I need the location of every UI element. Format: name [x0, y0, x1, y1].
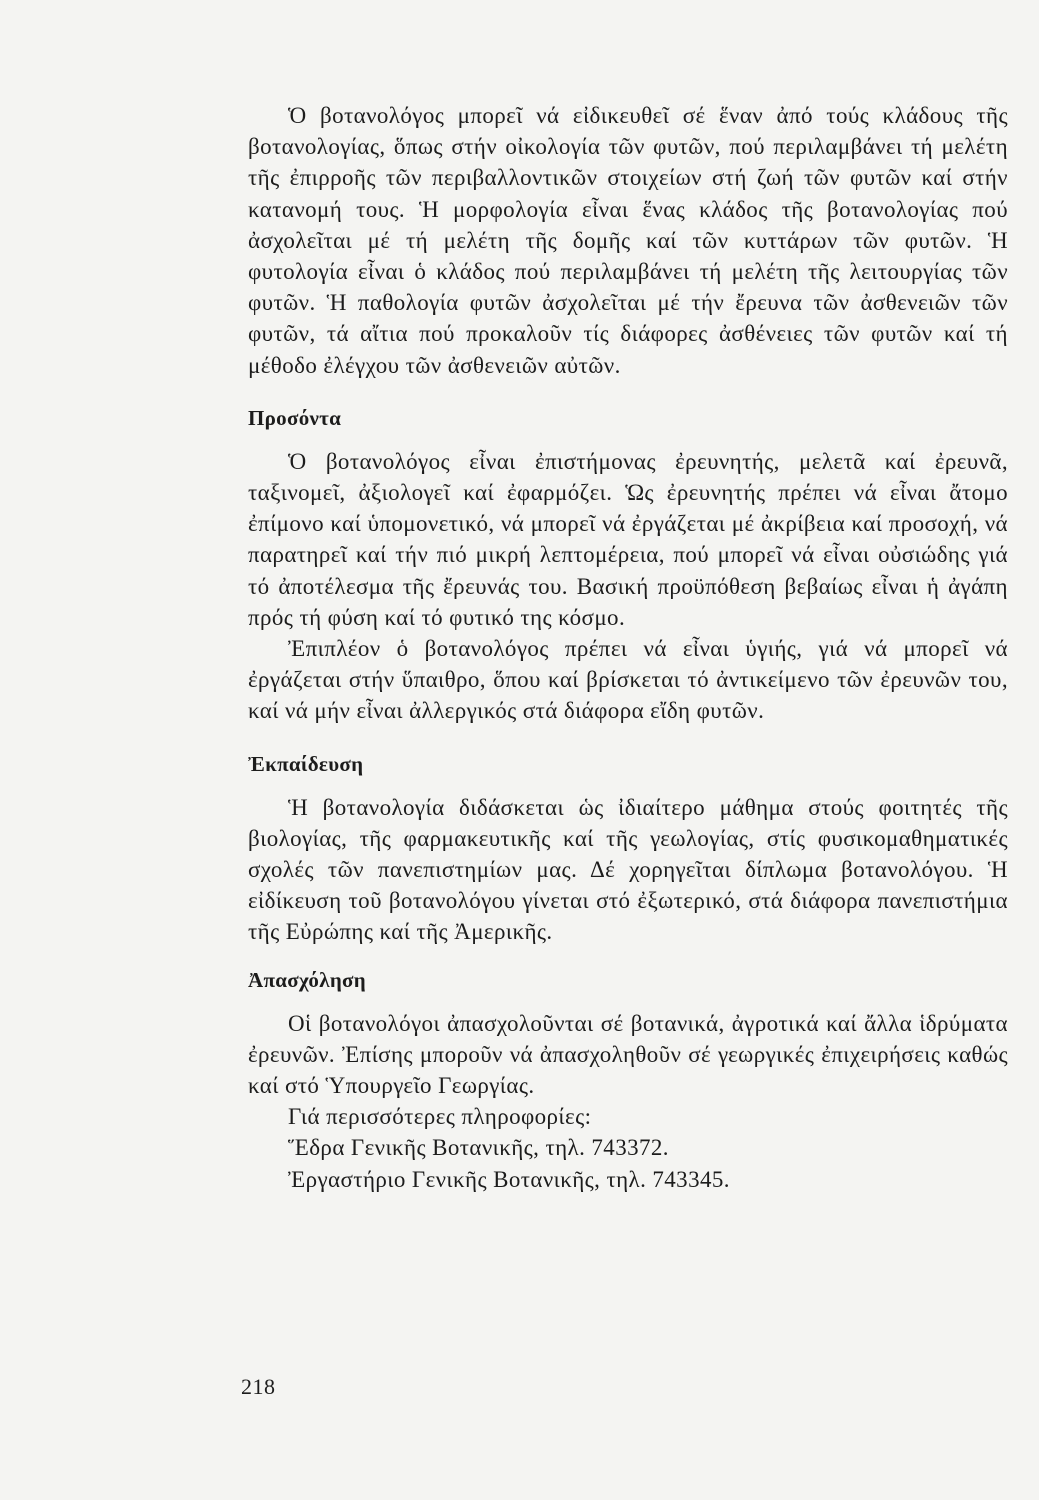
section-heading-apasxolisi: Ἀπασχόληση [248, 967, 366, 992]
page-number: 218 [241, 1374, 276, 1399]
section-heading-ekpaideusi: Ἐκπαίδευση [248, 751, 364, 776]
page-body [248, 100, 1008, 1195]
prosonta-paragraph-2: Ἐπιπλέον ὁ βοτανολόγος πρέπει νά εἶναι ὑγιής, γιά νά μπορεῖ νά ἐργάζεται στήν ὕπαιθρο, ὅπου καί βρίσκεται τό ἀντικείμενο τῶν ἐρευνῶν του, καί νά μήν εἶναι ἀλλεργικός στά διάφορα εἴδη φυτῶν. [248, 636, 1008, 724]
apasxolisi-paragraph: Οἱ βοτανολόγοι ἀπασχολοῦνται σέ βοτανικά, ἀγροτικά καί ἄλλα ἱδρύματα ἐρευνῶν. Ἐπίσης μποροῦν νά ἀπασχοληθοῦν σέ γεωργικές ἐπιχειρήσεις καθώς καί στό Ὑπουργεῖο Γεωργίας. [248, 1010, 1008, 1099]
intro-paragraph: Ὁ βοτανολόγος μπορεῖ νά εἰδικευθεῖ σέ ἕναν ἀπό τούς κλάδους τῆς βοτανολογίας, ὅπως στήν οἰκολογία τῶν φυτῶν, πού περιλαμβάνει τή μελέτη τῆς ἐπιρροῆς τῶν περιβαλλοντικῶν στοιχείων στή ζωή τῶν φυτῶν καί στήν κατανομή τους. Ἡ μορφολογία εἶναι ἕνας κλάδος τῆς βοτανολογίας πού ἀσχολεῖται μέ τή μελέτη τῆς δομῆς καί τῶν κυττάρων τῶν φυτῶν. Ἡ φυτολογία εἶναι ὁ κλάδος πού περιλαμβάνει τή μελέτη τῆς λειτουργίας τῶν φυτῶν. Ἡ παθολογία φυτῶν ἀσχολεῖται μέ τήν ἔρευνα τῶν ἀσθενειῶν τῶν φυτῶν, τά αἴτια πού προκαλοῦν τίς διάφορες ἀσθένειες τῶν φυτῶν καί τή μέθοδο ἐλέγχου τῶν ἀσθενειῶν αὐτῶν. [248, 103, 1008, 378]
section-heading-prosonta: Προσόντα [248, 405, 342, 430]
contact-line-2: Ἐργαστήριο Γενικῆς Βοτανικῆς, τηλ. 743345. [288, 1166, 730, 1192]
ekpaideusi-paragraph: Ἡ βοτανολογία διδάσκεται ὡς ἰδιαίτερο μάθημα στούς φοιτητές τῆς βιολογίας, τῆς φαρμακευτικῆς καί τῆς γεωλογίας, στίς φυσικομαθηματικές σχολές τῶν πανεπιστημίων μας. Δέ χορηγεῖται δίπλωμα βοτανολόγου. Ἡ εἰδίκευση τοῦ βοτανολόγου γίνεται στό ἐξωτερικό, στά διάφορα πανεπιστήμια τῆς Εὐρώπης καί τῆς Ἀμερικῆς. [248, 794, 1008, 945]
contact-line-1: Ἕδρα Γενικῆς Βοτανικῆς, τηλ. 743372. [288, 1135, 669, 1161]
prosonta-paragraph-1: Ὁ βοτανολόγος εἶναι ἐπιστήμονας ἐρευνητής, μελετᾶ καί ἐρευνᾶ, ταξινομεῖ, ἀξιολογεῖ καί ἐφαρμόζει. Ὡς ἐρευνητής πρέπει νά εἶναι ἄτομο ἐπίμονο καί ὑπομονετικό, νά μπορεῖ νά ἐργάζεται μέ ἀκρίβεια καί προσοχή, νά παρατηρεῖ καί τήν πιό μικρή λεπτομέρεια, πού μπορεῖ νά εἶναι οὐσιώδης γιά τό ἀποτέλεσμα τῆς ἔρευνάς του. Βασική προϋπόθεση βεβαίως εἶναι ἡ ἀγάπη πρός τή φύση καί τό φυτικό της κόσμο. [248, 448, 1008, 630]
info-intro: Γιά περισσότερες πληροφορίες: [288, 1104, 592, 1130]
